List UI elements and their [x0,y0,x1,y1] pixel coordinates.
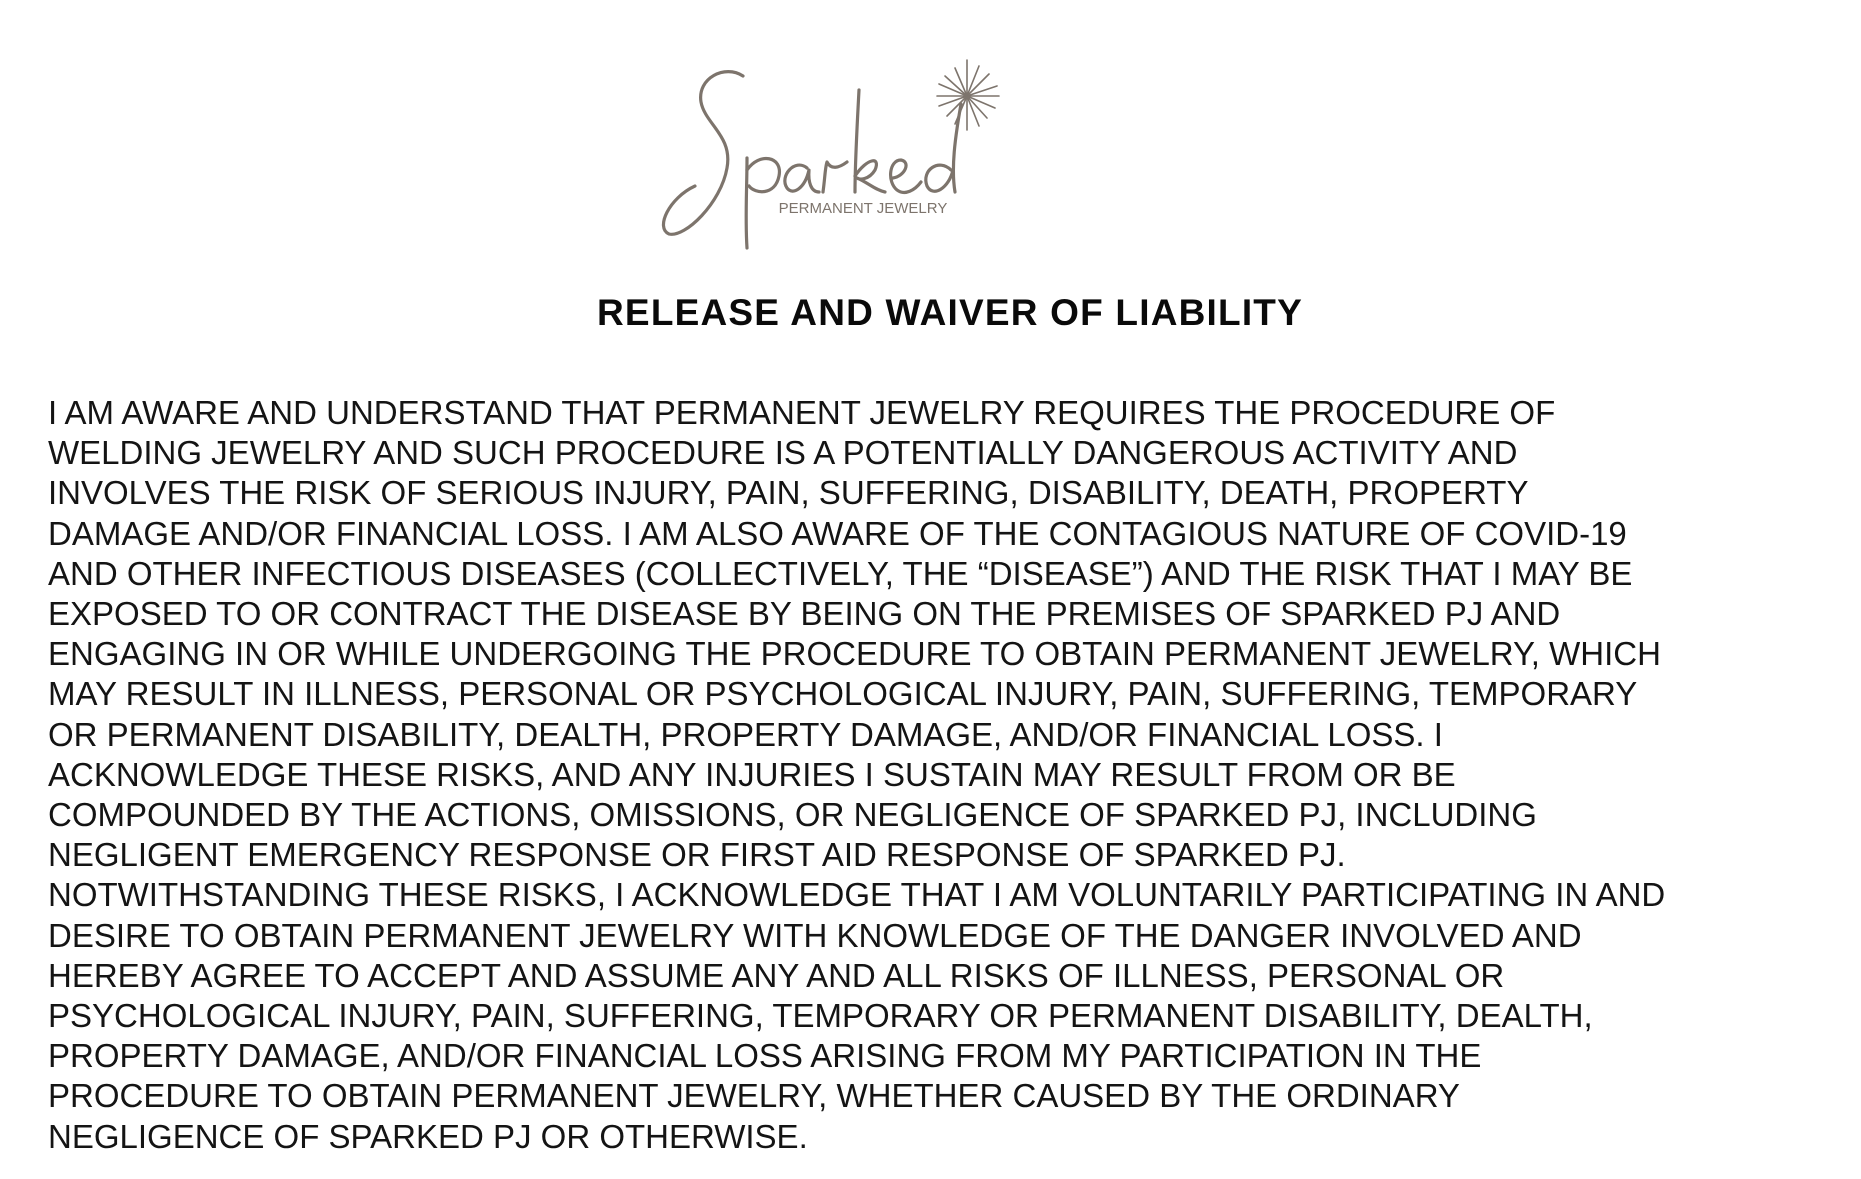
waiver-line: ENGAGING IN OR WHILE UNDERGOING THE PROCEDURE TO OBTAIN PERMANENT JEWELRY, WHICH [48,635,1661,673]
waiver-line: OR PERMANENT DISABILITY, DEALTH, PROPERTY DAMAGE, AND/OR FINANCIAL LOSS. I [48,715,1443,753]
waiver-line: DESIRE TO OBTAIN PERMANENT JEWELRY WITH KNOWLEDGE OF THE DANGER INVOLVED AND [48,916,1582,954]
waiver-line: NOTWITHSTANDING THESE RISKS, I ACKNOWLEDGE THAT I AM VOLUNTARILY PARTICIPATING IN AND [48,876,1666,914]
waiver-line: I AM AWARE AND UNDERSTAND THAT PERMANENT JEWELRY REQUIRES THE PROCEDURE OF [48,394,1556,431]
waiver-body [48,393,1848,1157]
waiver-line: HEREBY AGREE TO ACCEPT AND ASSUME ANY AND ALL RISKS OF ILLNESS, PERSONAL OR [48,956,1505,994]
logo-tagline: PERMANENT JEWELRY [778,200,948,217]
waiver-line: PROCEDURE TO OBTAIN PERMANENT JEWELRY, WHETHER CAUSED BY THE ORDINARY [48,1077,1460,1115]
waiver-line: COMPOUNDED BY THE ACTIONS, OMISSIONS, OR NEGLIGENCE OF SPARKED PJ, INCLUDING [48,796,1537,834]
waiver-line: DAMAGE AND/OR FINANCIAL LOSS. I AM ALSO AWARE OF THE CONTAGIOUS NATURE OF COVID-19 [48,514,1627,552]
waiver-line: INVOLVES THE RISK OF SERIOUS INJURY, PAIN, SUFFERING, DISABILITY, DEATH, PROPERTY [48,474,1529,512]
waiver-line: PSYCHOLOGICAL INJURY, PAIN, SUFFERING, TEMPORARY OR PERMANENT DISABILITY, DEALTH, [48,997,1593,1035]
document-title: RELEASE AND WAIVER OF LIABILITY [597,292,1303,333]
waiver-line: EXPOSED TO OR CONTRACT THE DISEASE BY BEING ON THE PREMISES OF SPARKED PJ AND [48,595,1561,633]
waiver-line: MAY RESULT IN ILLNESS, PERSONAL OR PSYCHOLOGICAL INJURY, PAIN, SUFFERING, TEMPORARY [48,675,1638,713]
waiver-line: PROPERTY DAMAGE, AND/OR FINANCIAL LOSS ARISING FROM MY PARTICIPATION IN THE [48,1037,1482,1075]
sparked-logo-graphic [655,58,1015,258]
waiver-line: ACKNOWLEDGE THESE RISKS, AND ANY INJURIES I SUSTAIN MAY RESULT FROM OR BE [48,755,1456,793]
waiver-line: AND OTHER INFECTIOUS DISEASES (COLLECTIVELY, THE “DISEASE”) AND THE RISK THAT I MAY BE [48,554,1633,592]
waiver-line: WELDING JEWELRY AND SUCH PROCEDURE IS A POTENTIALLY DANGEROUS ACTIVITY AND [48,434,1518,472]
sparked-logo [655,58,1015,258]
waiver-line: NEGLIGENCE OF SPARKED PJ OR OTHERWISE. [48,1117,808,1155]
waiver-line: NEGLIGENT EMERGENCY RESPONSE OR FIRST AID RESPONSE OF SPARKED PJ. [48,836,1346,874]
